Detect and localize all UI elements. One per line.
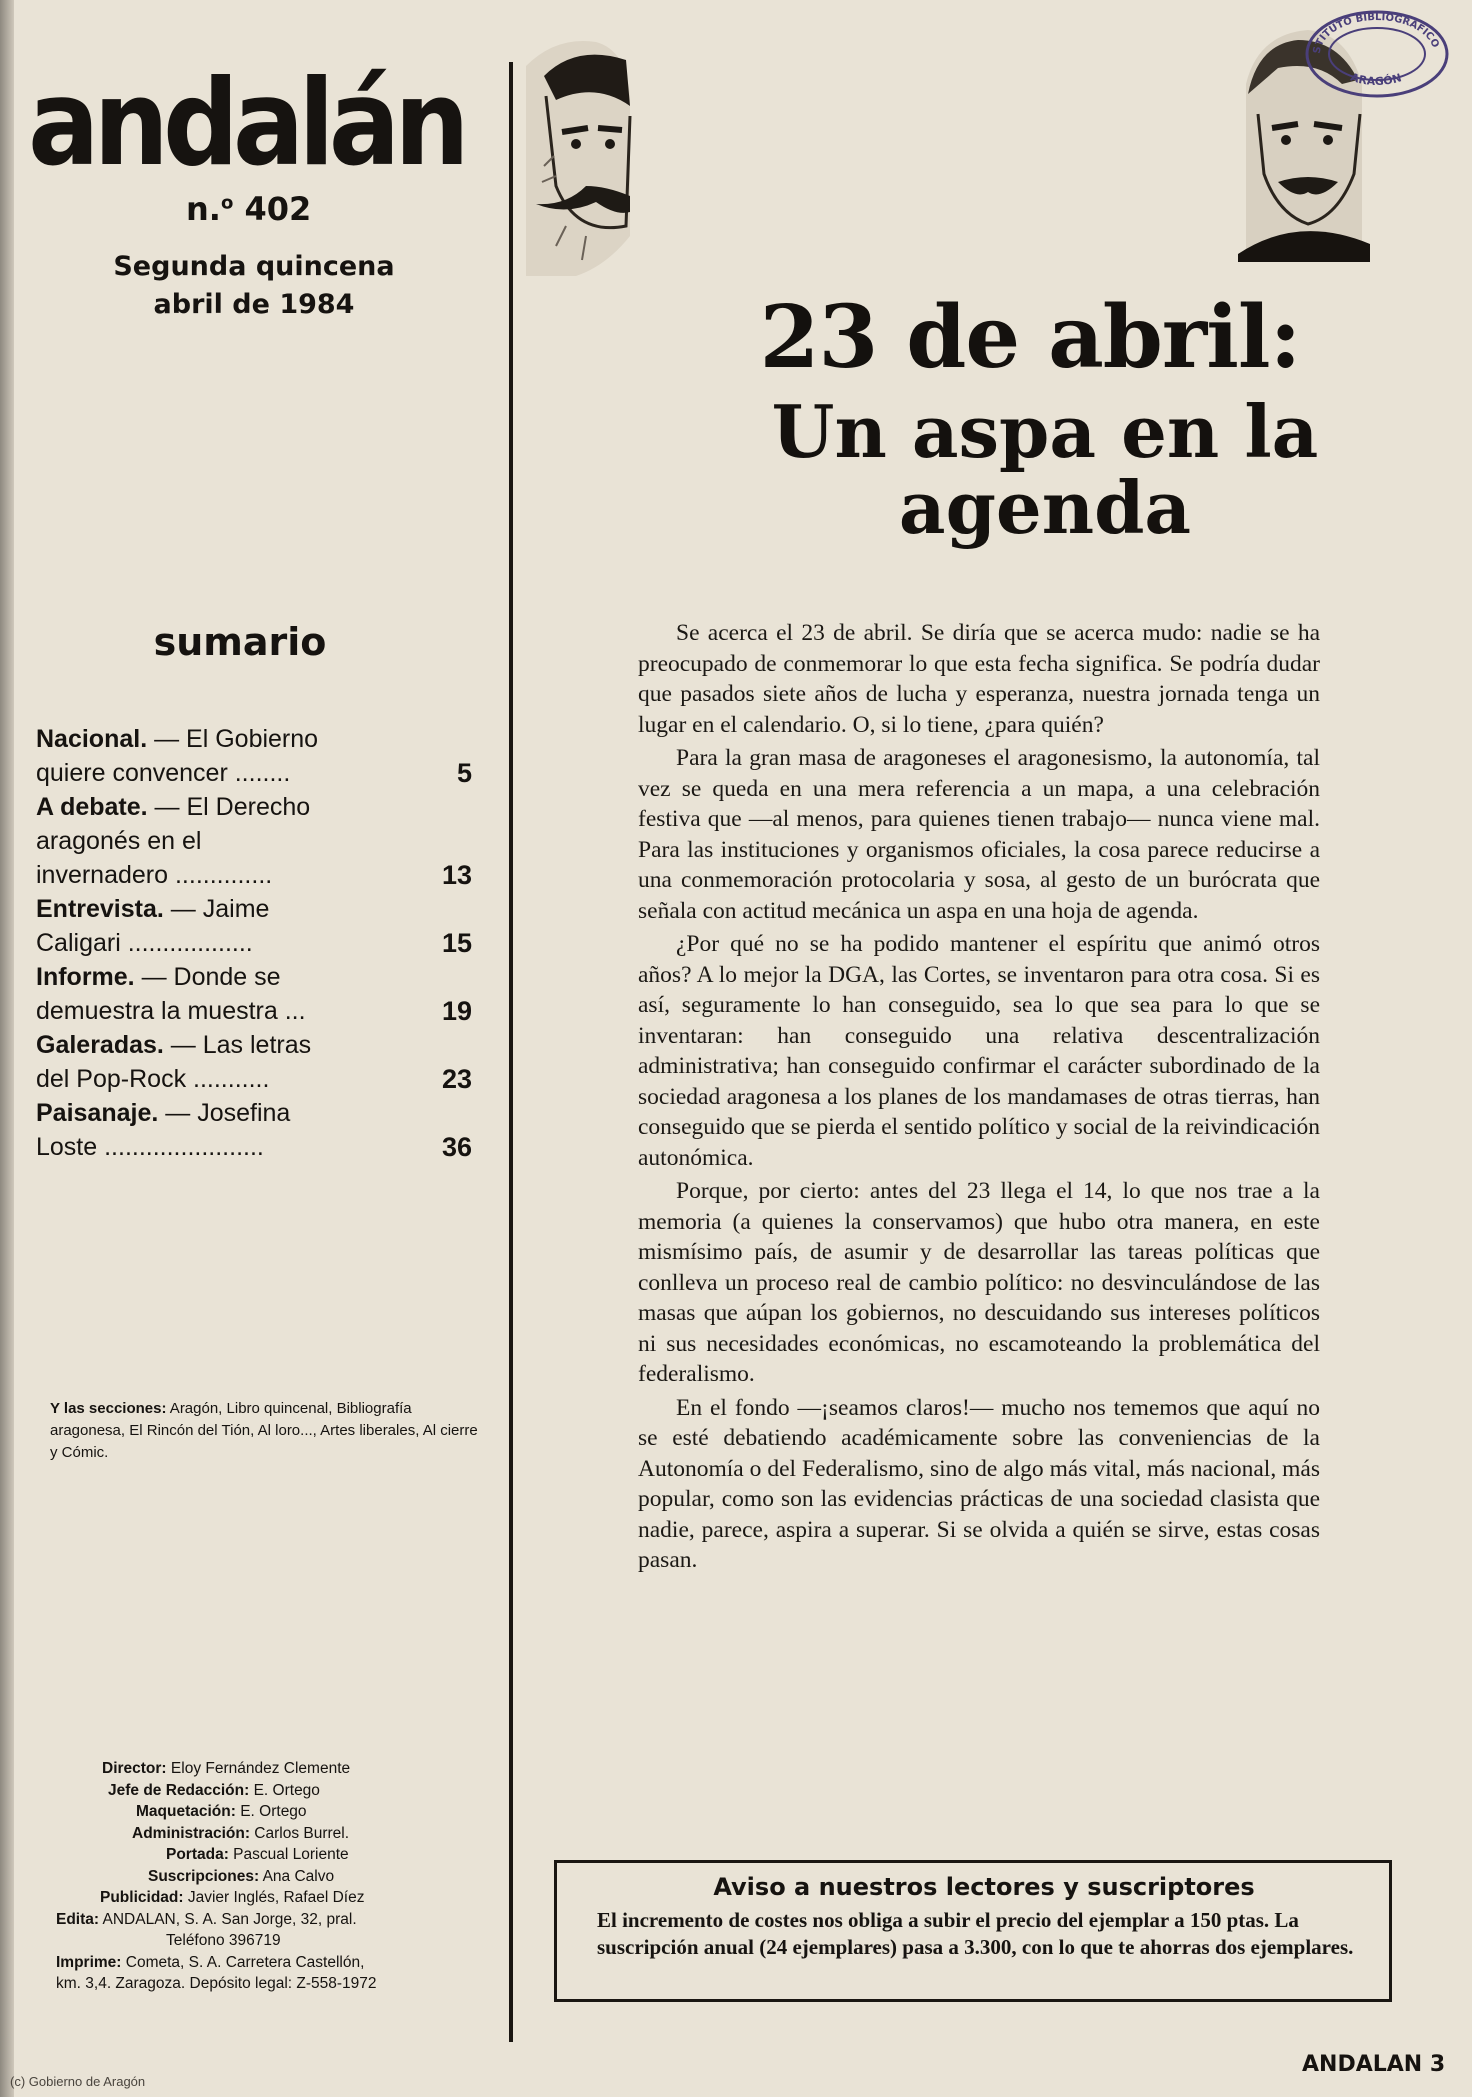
sumario-line: — El Derecho: [147, 793, 311, 821]
sumario-title: sumario: [153, 620, 327, 664]
sumario-category: Entrevista.: [36, 895, 164, 923]
sumario-line: — Josefina: [158, 1099, 291, 1127]
sumario-item[interactable]: [36, 892, 472, 960]
credit-value: Ana Calvo: [259, 1867, 335, 1885]
credit-value: Javier Inglés, Rafael Díez: [183, 1889, 365, 1906]
library-stamp: [1302, 4, 1452, 104]
article-paragraph: En el fondo —¡seamos claros!— mucho nos tememos que aquí no se esté debatiendo académicamente sobre las conveniencias de la Autonomía o del Federalismo, sino de algo más vital, más nacional, más popular, como son las evidencias prácticas de una sociedad clasista que nadie, parece, aspira a superar. Si se olvida a quién se sirve, estas cosas pasan.: [638, 1394, 1320, 1573]
credit-line: [56, 1801, 486, 1823]
credit-line: [56, 1823, 486, 1845]
credit-value: E. Ortego: [249, 1781, 320, 1799]
sumario-category: Informe.: [36, 963, 135, 991]
sumario-item-text: [36, 790, 442, 892]
edition-date: [84, 248, 424, 324]
secciones-note: [50, 1398, 480, 1464]
edition-line-2: abril de 1984: [153, 289, 355, 320]
sumario-page: 36: [441, 1132, 472, 1162]
sumario-item-text: [36, 722, 457, 790]
credit-line: [56, 1780, 486, 1802]
credit-label: Administración:: [132, 1824, 250, 1842]
sumario-line: Caligari ..................: [36, 929, 253, 957]
sumario-item[interactable]: [36, 1028, 472, 1096]
notice-body: El incremento de costes nos obliga a subir el precio del ejemplar a 150 ptas. La suscripción anual (24 ejemplares) pasa a 3.300, con lo que te ahorras dos ejemplares.: [597, 1908, 1354, 1959]
sumario-page: 23: [441, 1064, 472, 1094]
copyright-note: (c) Gobierno de Aragón: [10, 2074, 146, 2089]
sumario-line: quiere convencer ........: [36, 759, 291, 787]
credit-line: [56, 1844, 486, 1866]
sumario-category: Paisanaje.: [36, 1099, 159, 1127]
secciones-text: Aragón, Libro quincenal, Bibliografía aragonesa, El Rincón del Tión, Al loro..., Artes liberales, Al cierre y Cómic.: [50, 1400, 478, 1461]
credit-value: km. 3,4. Zaragoza. Depósito legal: Z-558-1972: [56, 1975, 377, 1992]
credit-label: Portada:: [166, 1846, 229, 1863]
credit-value: ANDALAN, S. A. San Jorge, 32, pral.: [99, 1910, 357, 1928]
sumario-page: 5: [456, 758, 472, 788]
page-edge: [0, 0, 14, 2097]
sumario-line: aragonés en el: [36, 827, 202, 855]
page-footer: ANDALAN 3: [1302, 2052, 1446, 2077]
article-paragraph: Porque, por cierto: antes del 23 llega el 14, lo que nos trae a la memoria (a quienes la conservamos) que hubo otra manera, en este mismísimo país, de asumir y de desarrollar las tareas políticas que conlleva un proceso real de cambio político: no desvinculándose de las masas que aúpan los gobiernos, no descuidando sus intereses políticos ni sus necesidades económicas, no escamoteando la problemática del federalismo.: [638, 1178, 1320, 1387]
sumario-line: demuestra la muestra ...: [36, 997, 306, 1025]
svg-text:ARAGÓN: [1349, 70, 1403, 88]
credit-line: [56, 1952, 486, 1974]
subscriber-notice-box: [554, 1860, 1392, 2002]
issue-number: [186, 190, 311, 228]
sumario-item[interactable]: [36, 1096, 472, 1164]
article-paragraph: ¿Por qué no se ha podido mantener el espíritu que animó otros años? A lo mejor la DGA, las Cortes, se inventaron para otra cosa. Si es así, seguramente lo han conseguido, sea lo que sea para lo que se inventaran: han conseguido una relativa descentralización administrativa; han conseguido confirmar el carácter subordinado de la sociedad aragonesa a los planes de los mandamases de otras tierras, han conseguido que se pierda el sentido político y social de la reivindicación autonómica.: [638, 931, 1320, 1171]
sumario-item[interactable]: [36, 960, 472, 1028]
sumario-page: 13: [441, 860, 472, 890]
stamp-bottom-text: ARAGÓN: [1348, 70, 1404, 89]
credit-value: Pascual Loriente: [228, 1846, 349, 1863]
edition-line-1: Segunda quincena: [113, 251, 395, 282]
credit-line: [56, 1909, 486, 1931]
credit-line: [56, 1973, 486, 1995]
sumario-line: — El Gobierno: [147, 725, 319, 753]
sumario-item-text: [36, 1096, 442, 1164]
portrait-illustration-left: [526, 36, 632, 276]
issue-prefix: n.: [186, 190, 221, 228]
sumario-item[interactable]: [36, 790, 472, 892]
sumario-category: A debate.: [36, 793, 148, 821]
credit-line: [56, 1866, 486, 1888]
sumario-item-text: [36, 1028, 442, 1096]
headline-line-1: 23 de abril:: [759, 287, 1301, 388]
sumario-item-text: [36, 892, 442, 960]
headline-line-2: Un aspa en la: [771, 389, 1319, 474]
credit-value: E. Ortego: [235, 1803, 307, 1820]
article-paragraph: Para la gran masa de aragoneses el aragonesismo, la autonomía, tal vez se queda en una mera referencia a un mapa, a una celebración festiva que —al menos, para quienes tienen trabajo— nunca viene mal. Para las instituciones y organismos oficiales, la cosa parece reducirse a una conmemoración protocolaria y sosa, al gesto de un burócrata que señala con actitud mecánica un aspa en una hoja de agenda.: [638, 745, 1320, 924]
sumario-line: del Pop-Rock ...........: [36, 1065, 270, 1093]
masthead-logo: andalán: [28, 54, 464, 192]
sumario-list: [36, 722, 472, 1164]
secciones-label: Y las secciones:: [50, 1400, 167, 1417]
issue-degree: o: [220, 192, 234, 214]
credit-label: Suscripciones:: [148, 1867, 260, 1885]
credit-value: Eloy Fernández Clemente: [166, 1760, 351, 1777]
sumario-category: Galeradas.: [36, 1031, 164, 1059]
notice-title: Aviso a nuestros lectores y suscriptores: [713, 1873, 1255, 1901]
sumario-page: 15: [441, 928, 472, 958]
credit-label: Maquetación:: [136, 1803, 236, 1820]
credit-label: Imprime:: [56, 1953, 122, 1971]
article-paragraph: Se acerca el 23 de abril. Se diría que se acerca mudo: nadie se ha preocupado de conmemorar lo que esta fecha significa. Se podría dudar que pasados siete años de lucha y esperanza, nuestra jornada tenga un lugar en el calendario. O, si lo tiene, ¿para quién?: [638, 620, 1320, 738]
credit-label: Publicidad:: [100, 1889, 184, 1906]
credit-line: [56, 1887, 486, 1909]
stamp-top-text: STITUTO BIBLIOGRÁFICO: [1311, 11, 1441, 55]
credit-label: Edita:: [56, 1910, 100, 1928]
sumario-category: Nacional.: [36, 725, 148, 753]
credit-label: Jefe de Redacción:: [108, 1781, 250, 1799]
credit-value: Teléfono 396719: [166, 1932, 281, 1949]
sumario-item-text: [36, 960, 442, 1028]
issue-value: 402: [244, 190, 312, 228]
sumario-line: — Las letras: [163, 1031, 312, 1059]
credit-value: Carlos Burrel.: [249, 1824, 350, 1842]
article-body: [638, 618, 1320, 1579]
credit-value: Cometa, S. A. Carretera Castellón,: [121, 1953, 365, 1971]
article-headline: [560, 287, 1440, 550]
credits-block: [56, 1758, 486, 1995]
sumario-line: — Jaime: [163, 895, 270, 923]
credit-line: [56, 1758, 486, 1780]
credit-line: [56, 1930, 486, 1952]
credit-label: Director:: [102, 1760, 167, 1777]
column-divider: [509, 62, 513, 2042]
sumario-line: Loste .......................: [36, 1133, 264, 1161]
sumario-page: 19: [441, 996, 472, 1026]
sumario-line: invernadero ..............: [36, 861, 273, 889]
headline-line-3: agenda: [898, 465, 1192, 550]
sumario-line: — Donde se: [134, 963, 281, 991]
sumario-item[interactable]: [36, 722, 472, 790]
